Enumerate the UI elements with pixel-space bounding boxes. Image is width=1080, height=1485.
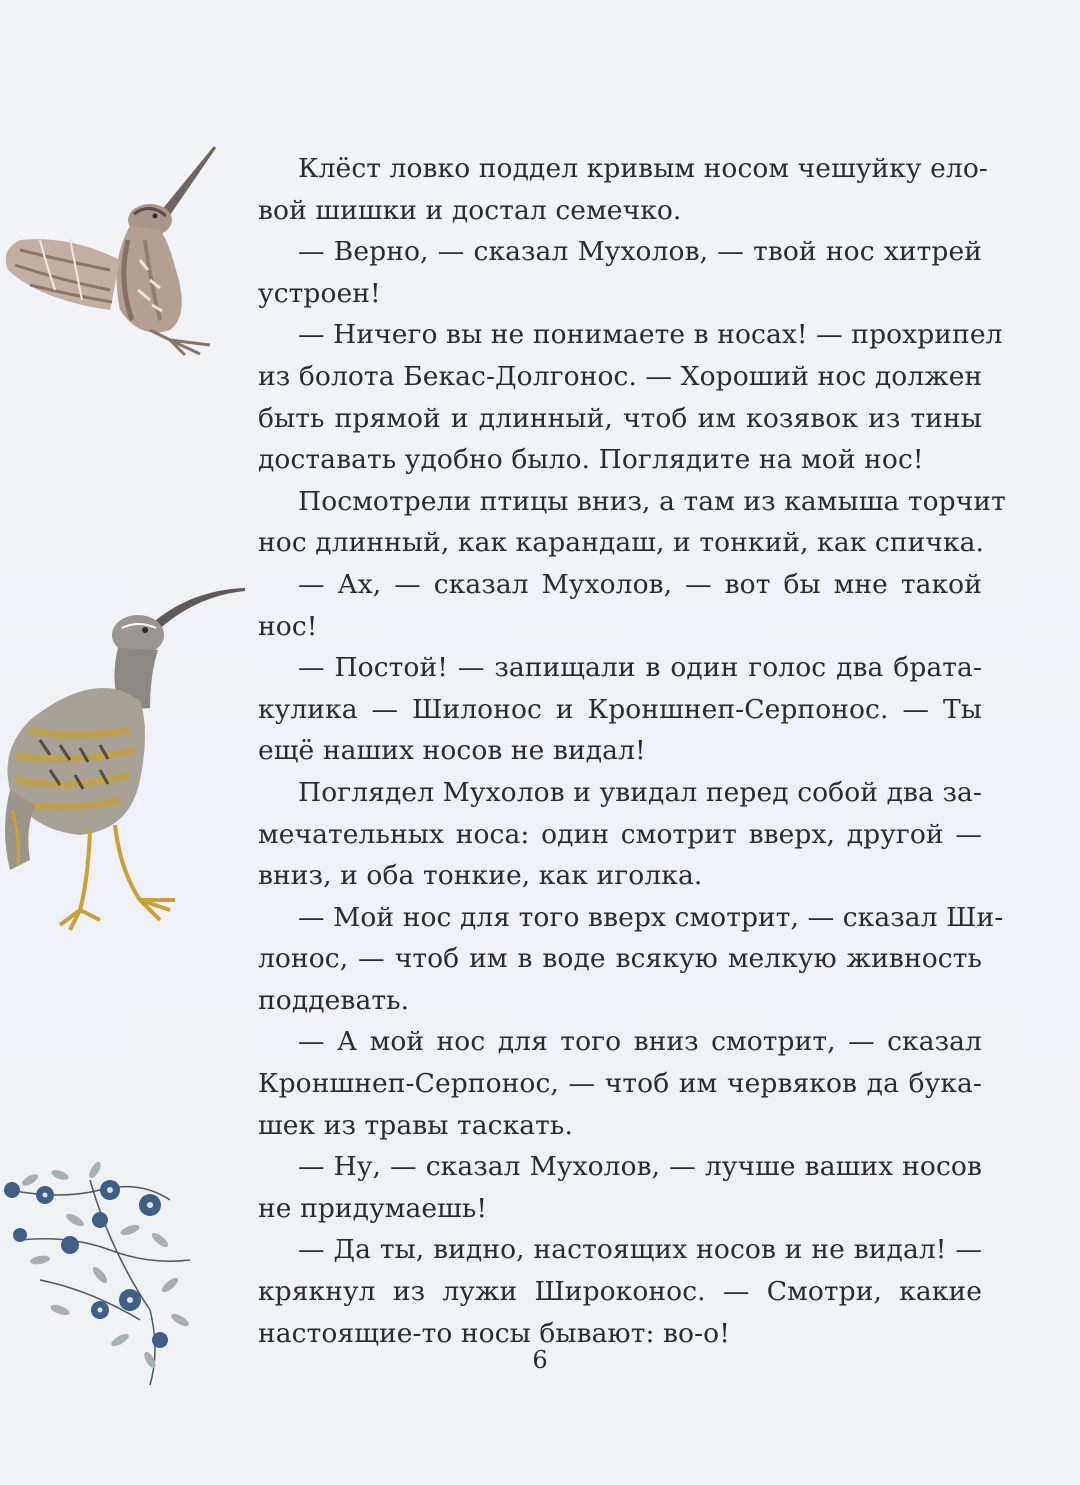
text-line: быть прямой и длинный, чтоб им козявок из тины [258, 402, 982, 434]
text-line: — Постой! — запищали в один голос два брата- [298, 652, 982, 684]
text-line: крякнул из лужи Широконос. — Смотри, какие [258, 1276, 982, 1308]
text-line: ещё наших носов не видал! [258, 735, 646, 767]
text-line: — Ничего вы не понимаете в носах! — прохрипел [298, 319, 1003, 351]
text-line: из болота Бекас-Долгонос. — Хороший нос должен [258, 360, 983, 392]
curlew-bird-illustration [0, 580, 250, 960]
text-line: устроен! [258, 277, 381, 309]
text-line: — Ну, — сказал Мухолов, — лучше ваших носов [298, 1151, 982, 1183]
text-line: нос длинный, как карандаш, и тонкий, как спичка. [258, 527, 985, 559]
text-line: кулика — Шилонос и Кроншнеп-Серпонос. — Ты [258, 693, 982, 725]
text-line: шек из травы таскать. [258, 1109, 573, 1141]
text-line: Клёст ловко поддел кривым носом чешуйку ело- [298, 153, 988, 184]
text-line: нос! [258, 610, 318, 642]
snipe-bird-icon [6, 146, 216, 355]
snipe-bird-illustration [0, 140, 230, 360]
text-line: — А мой нос для того вниз смотрит, — сказал [298, 1026, 982, 1058]
text-line: поддевать. [258, 984, 410, 1016]
text-line: — Верно, — сказал Мухолов, — твой нос хитрей [298, 236, 982, 268]
text-line: вниз, и оба тонкие, как иголка. [258, 860, 703, 892]
text-line: доставать удобно было. Поглядите на мой нос! [258, 444, 924, 476]
text-line: Посмотрели птицы вниз, а там из камыша торчит [298, 485, 1006, 517]
text-line: лонос, — чтоб им в воде всякую мелкую живность [258, 943, 982, 975]
text-line: Кроншнеп-Серпонос, — чтоб им червяков да бука- [258, 1068, 982, 1100]
text-line: не придумаешь! [258, 1192, 488, 1224]
text-line: Поглядел Мухолов и увидал перед собой два за- [298, 776, 982, 808]
story-text [258, 148, 1006, 1354]
curlew-bird-icon [5, 588, 245, 930]
text-line: — Мой нос для того вверх смотрит, — сказал Ши- [298, 901, 1004, 933]
text-line: вой шишки и достал семечко. [258, 194, 682, 226]
text-line: настоящие-то носы бывают: во-о! [258, 1317, 730, 1349]
text-line: — Ах, — сказал Мухолов, — вот бы мне такой [298, 568, 982, 600]
text-line: — Да ты, видно, настоящих носов и не видал! — [298, 1234, 982, 1266]
text-line: мечательных носа: один смотрит вверх, другой — [258, 818, 982, 850]
page-number: 6 [532, 1346, 548, 1374]
